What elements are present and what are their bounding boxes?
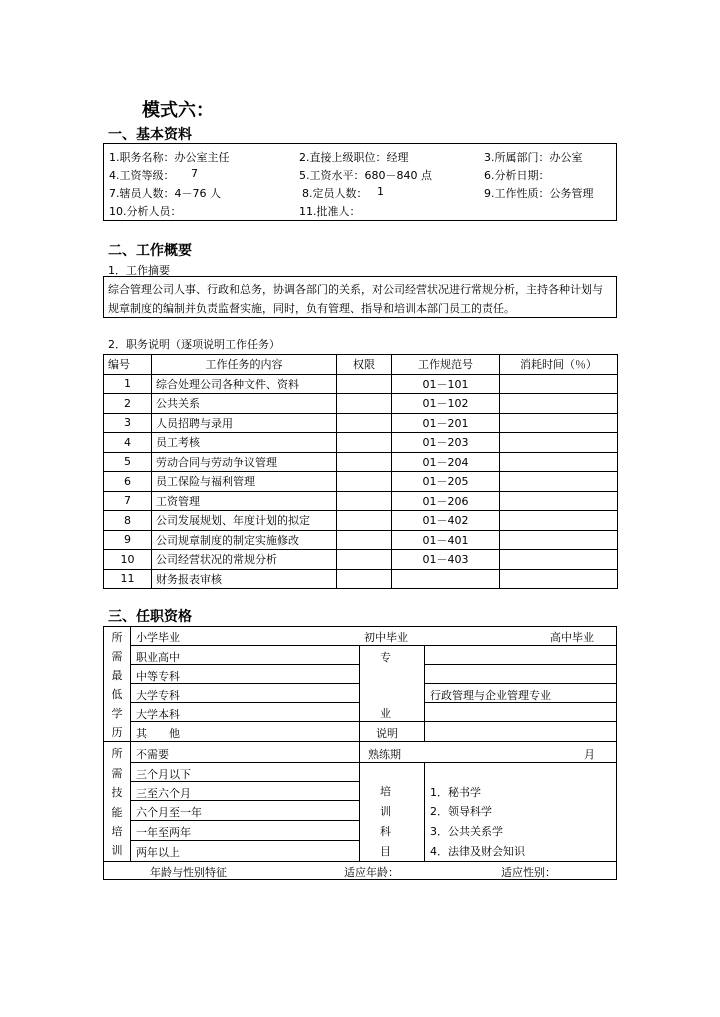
row-time <box>500 394 618 414</box>
summary-label: 1．工作摘要 <box>108 264 170 277</box>
skill-side-char: 技 <box>111 786 123 799</box>
major-note: 说明 <box>376 727 398 740</box>
skill-option: 三个月以下 <box>136 768 191 781</box>
table-row <box>104 491 618 511</box>
page-title: 模式六： <box>142 100 214 121</box>
edu-option: 中等专科 <box>136 670 180 683</box>
skill-option: 三至六个月 <box>136 787 191 800</box>
train-item: 2．领导科学 <box>430 805 492 818</box>
skill-none: 不需要 <box>136 748 169 761</box>
skill-side-char: 培 <box>111 825 123 838</box>
field-approver: 11.批准人： <box>299 205 361 218</box>
row-task: 劳动合同与劳动争议管理 <box>152 452 337 472</box>
field-analysis-date: 6.分析日期： <box>484 169 550 182</box>
row-spec: 01－201 <box>392 413 500 433</box>
qualifications-box <box>103 626 617 880</box>
row-spec: 01－403 <box>392 550 500 570</box>
suitable-gender: 适应性别： <box>501 866 556 879</box>
row-task: 员工考核 <box>152 433 337 453</box>
table-row <box>104 550 618 570</box>
field-job-title: 1.职务名称：办公室主任 <box>109 151 230 164</box>
edu-option: 职业高中 <box>136 651 180 664</box>
edu-option: 大学本科 <box>136 708 180 721</box>
row-spec: 01－203 <box>392 433 500 453</box>
edu-side-char: 学 <box>111 707 123 720</box>
row-no: 3 <box>104 413 152 433</box>
field-work-nature: 9.工作性质：公务管理 <box>484 187 594 200</box>
field-superior: 2.直接上级职位：经理 <box>299 151 409 164</box>
field-department: 3.所属部门：办公室 <box>484 151 583 164</box>
row-time <box>500 511 618 531</box>
age-gender-label: 年龄与性别特征 <box>150 866 227 879</box>
edu-side-char: 所 <box>111 631 123 644</box>
train-side-char: 目 <box>380 845 391 858</box>
skill-option: 六个月至一年 <box>136 806 202 819</box>
table-row <box>104 472 618 492</box>
field-wage-grade: 4.工资等级： <box>109 169 175 182</box>
row-time <box>500 550 618 570</box>
major-side-char: 业 <box>380 707 391 720</box>
table-row <box>104 413 618 433</box>
field-subordinates: 7.辖员人数：4－76 人 <box>109 187 221 200</box>
row-spec: 01－205 <box>392 472 500 492</box>
row-task: 财务报表审核 <box>152 569 337 589</box>
row-authority <box>337 511 392 531</box>
row-no: 8 <box>104 511 152 531</box>
field-staff-quota-value: 1 <box>377 185 384 198</box>
row-authority <box>337 452 392 472</box>
row-authority <box>337 569 392 589</box>
edu-option: 大学专科 <box>136 689 180 702</box>
edu-side-char: 最 <box>111 669 123 682</box>
train-side-char: 培 <box>380 785 391 798</box>
row-spec: 01－204 <box>392 452 500 472</box>
field-staff-quota: 8.定员人数： <box>302 187 368 200</box>
row-task: 公司发展规划、年度计划的拟定 <box>152 511 337 531</box>
field-wage-grade-value: 7 <box>191 167 198 180</box>
row-spec: 01－401 <box>392 530 500 550</box>
field-analyst: 10.分析人员： <box>109 205 182 218</box>
section-work-overview-heading: 二、工作概要 <box>108 243 192 259</box>
table-row <box>104 433 618 453</box>
table-row <box>104 394 618 414</box>
row-authority <box>337 413 392 433</box>
train-item: 3．公共关系学 <box>430 825 503 838</box>
edu-side-char: 低 <box>111 688 123 701</box>
row-spec <box>392 569 500 589</box>
header-no: 编号 <box>104 355 152 375</box>
skill-option: 两年以上 <box>136 846 180 859</box>
row-time <box>500 491 618 511</box>
row-time <box>500 530 618 550</box>
row-spec: 01－206 <box>392 491 500 511</box>
skill-side-char: 所 <box>111 747 123 760</box>
table-row <box>104 374 618 394</box>
suitable-age: 适应年龄： <box>344 866 399 879</box>
header-spec-no: 工作规范号 <box>392 355 500 375</box>
train-item: 4．法律及财会知识 <box>430 845 525 858</box>
skill-proficiency-unit: 月 <box>584 748 595 761</box>
row-no: 9 <box>104 530 152 550</box>
header-time: 消耗时间（％） <box>500 355 618 375</box>
row-spec: 01－101 <box>392 374 500 394</box>
header-authority: 权限 <box>337 355 392 375</box>
major-value: 行政管理与企业管理专业 <box>430 689 551 702</box>
table-row <box>104 452 618 472</box>
summary-line: 综合管理公司人事、行政和总务，协调各部门的关系，对公司经营状况进行常规分析，主持各种计划与 <box>108 283 603 296</box>
row-no: 10 <box>104 550 152 570</box>
summary-box <box>103 276 617 318</box>
table-header-row <box>104 355 618 375</box>
row-task: 公司规章制度的制定实施修改 <box>152 530 337 550</box>
row-spec: 01－102 <box>392 394 500 414</box>
row-time <box>500 472 618 492</box>
field-wage-level: 5.工资水平：680－840 点 <box>299 169 432 182</box>
row-authority <box>337 491 392 511</box>
row-time <box>500 374 618 394</box>
skill-proficiency-label: 熟练期 <box>368 748 401 761</box>
edu-primary: 小学毕业 <box>136 631 180 644</box>
section-qualifications-heading: 三、任职资格 <box>108 609 192 625</box>
header-task: 工作任务的内容 <box>152 355 337 375</box>
row-task: 员工保险与福利管理 <box>152 472 337 492</box>
major-side-char: 专 <box>380 651 391 664</box>
train-item: 1．秘书学 <box>430 786 481 799</box>
basic-info-box <box>103 143 617 221</box>
row-no: 5 <box>104 452 152 472</box>
skill-side-char: 需 <box>111 767 123 780</box>
row-no: 11 <box>104 569 152 589</box>
row-no: 7 <box>104 491 152 511</box>
skill-option: 一年至两年 <box>136 826 191 839</box>
row-no: 6 <box>104 472 152 492</box>
duties-label: 2．职务说明（逐项说明工作任务） <box>108 338 280 351</box>
skill-side-char: 训 <box>111 844 123 857</box>
row-no: 4 <box>104 433 152 453</box>
row-authority <box>337 433 392 453</box>
row-authority <box>337 472 392 492</box>
row-authority <box>337 530 392 550</box>
edu-option: 其 他 <box>136 727 180 740</box>
table-row <box>104 511 618 531</box>
skill-side-char: 能 <box>111 806 123 819</box>
edu-side-char: 历 <box>111 726 123 739</box>
row-authority <box>337 550 392 570</box>
table-row <box>104 569 618 589</box>
row-authority <box>337 374 392 394</box>
row-task: 综合处理公司各种文件、资料 <box>152 374 337 394</box>
edu-senior: 高中毕业 <box>550 631 594 644</box>
train-side-char: 科 <box>380 825 391 838</box>
duties-table <box>103 354 618 589</box>
row-authority <box>337 394 392 414</box>
row-task: 公司经营状况的常规分析 <box>152 550 337 570</box>
row-task: 公共关系 <box>152 394 337 414</box>
train-side-char: 训 <box>380 805 391 818</box>
row-time <box>500 452 618 472</box>
row-spec: 01－402 <box>392 511 500 531</box>
edu-junior: 初中毕业 <box>364 631 408 644</box>
row-task: 人员招聘与录用 <box>152 413 337 433</box>
section-basic-info-heading: 一、基本资料 <box>108 127 192 143</box>
row-no: 2 <box>104 394 152 414</box>
row-time <box>500 569 618 589</box>
row-task: 工资管理 <box>152 491 337 511</box>
edu-side-char: 需 <box>111 650 123 663</box>
row-no: 1 <box>104 374 152 394</box>
table-row <box>104 530 618 550</box>
summary-line: 规章制度的编制并负责监督实施，同时，负有管理、指导和培训本部门员工的责任。 <box>108 302 515 315</box>
row-time <box>500 433 618 453</box>
row-time <box>500 413 618 433</box>
